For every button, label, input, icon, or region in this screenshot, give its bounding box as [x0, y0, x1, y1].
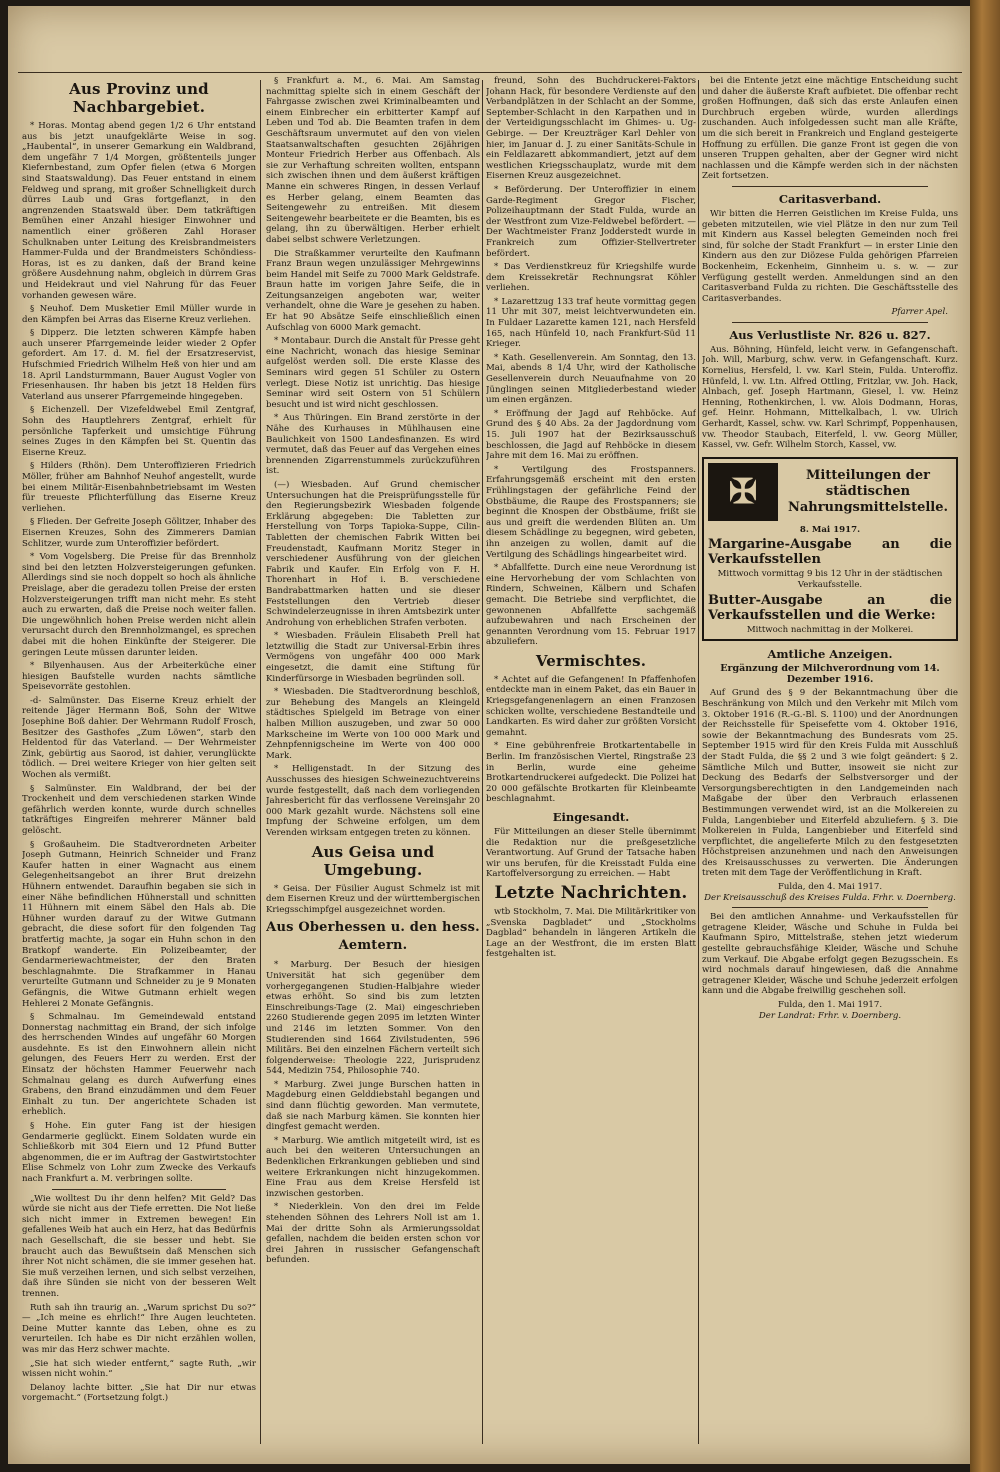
article-paragraph: Wir bitten die Herren Geistlichen im Kreise Fulda, uns gebeten mitzuteilen, wie viel Plätze in den nur zum Teil mit Kindern aus Kassel belegten Gemeinden noch frei sind, für solche der Stadt Frankfurt — in erster Linie den Kindern aus den zur Diözese Fulda gehörigen Pfarreien Bockenheim, Eckenheim, Ginnheim u. s. w. — zur Verfügung gestellt werden. Anmeldungen sind an den Caritasverband Fulda zu richten. Die Geschäftsstelle des Caritasverbandes.	[702, 208, 958, 304]
caritas-signature: Pfarrer Apel.	[891, 307, 948, 318]
article-paragraph: * Wiesbaden. Die Stadtverordnung beschloß, zur Behebung des Mangels an Kleingeld städtisches Spielgeld im Betrage von einer halben Million auszugeben, und zwar 50 000 Markscheine im Werte von 100 000 Mark und Zehnpfennigscheine im Werte von 400 000 Mark.	[266, 687, 480, 761]
notice-signature: Der Landrat: Frhr. v. Doernberg.	[758, 1010, 902, 1021]
article-paragraph: * Lazarettzug 133 traf heute vormittag gegen 11 Uhr mit 307, meist leichtverwundeten ein. In Fuldaer Lazarette kamen 121, nach Hersfeld 165, nach Hünfeld 10, nach Frankfurt-Süd 11 Krieger.	[486, 296, 696, 350]
section-heading-provinz: Aus Provinz und Nachbargebiet.	[69, 80, 209, 116]
article-paragraph: * Beförderung. Der Unteroffizier in einem Garde-Regiment Gregor Fischer, Polizeihauptmann der Stadt Fulda, wurde an der Westfront zum Vize-Feldwebel befördert. — Der Wachtmeister Franz Jodderstedt wurde in Frankreich zum Offizier-Stellvertreter befördert.	[486, 184, 696, 259]
article-paragraph: * Helligenstadt. In der Sitzung des Ausschusses des hiesigen Schweinezuchtvereins wurde festgestellt, daß nach dem vorliegenden Jahresbericht für das verflossene Vereinsjahr 20 000 Mark gezahlt wurde. Nächstens soll eine Impfung der Schweine erfolgen, um dem Verenden wirksam entgegen treten zu können.	[266, 764, 480, 838]
article-paragraph: * Marburg. Wie amtlich mitgeteilt wird, ist es auch bei den weiteren Untersuchungen an Bedenklichen Erkrankungen geblieben und sind weitere Erkrankungen nicht hinzugekommen. Eine Frau aus dem Kreise Hersfeld ist inzwischen gestorben.	[266, 1135, 480, 1199]
article-paragraph: * Geisa. Der Füsilier August Schmelz ist mit dem Eisernen Kreuz und der württembergischen Kriegsschimpfgel ausgezeichnet worden.	[266, 883, 480, 915]
article-paragraph: Auf Grund des § 9 der Bekanntmachung über die Beschränkung von Milch und den Verkehr mit Milch vom 3. Oktober 1916 (R.-G.-Bl. S. 1100) und der Anordnungen der Reichsstelle für Speisefette vom 4. Oktober 1916, sowie der Bekanntmachung des Bundesrats vom 25. September 1915 wird für den Kreis Fulda mit Ausschluß der Stadt Fulda, die §§ 2 und 3 wie folgt geändert: § 2. Sämtliche Milch und Butter, insoweit sie nicht zur Deckung des Bedarfs der Selbstversorger und der Versorgungsberechtigten in den Landgemeinden nach Maßgabe der über den Verbrauch erlassenen Bestimmungen verwendet wird, ist an die Molkereien zu Fulda, Langenbieber und Eiterfeld abzuliefern. § 3. Die Molkereien in Fulda, Langenbieber und Eiterfeld sind verpflichtet, die angelieferte Milch zu den festgesetzten Höchstpreisen anzunehmen und nach den Anweisungen des Kreisausschusses zu verwerten. Die Änderungen treten mit dem Tage der Veröffentlichung in Kraft.	[702, 688, 958, 879]
article-paragraph: * Aus Thüringen. Ein Brand zerstörte in der Nähe des Kurhauses in Mühlhausen eine Baulichkeit von 1500 Landesfinanzen. Es wird vermutet, daß das Feuer auf das Vergehen eines brennenden Zigarrenstummels zurückzuführen ist.	[266, 413, 480, 477]
margarine-time: Mittwoch vormittag 9 bis 12 Uhr in der städtischen Verkaufsstelle.	[717, 569, 943, 590]
article-paragraph: (—) Wiesbaden. Auf Grund chemischer Untersuchungen hat die Preisprüfungsstelle für den Regierungsbezirk Wiesbaden folgende Erklärung abgegeben: Die Tabletten zur Herstellung von Torps Tapioka-Suppe, Cilin-Tabletten der chemischen Fabrik Witten bei Freudenstadt, Kaufmann Moritz Steger in verschiedener Ausführung von der gleichen Fabrik und Kaufer. Ein Erfolg von F. H. Thorenhart in Hof i. B. verschiedene Bandrabattmarken hatten und sie dieser Feststellungen den Vertrieb dieser Schwindelerzeugnisse in ihren Amtsbezirk unter Androhung von erheblichen Strafen verboten.	[266, 479, 480, 628]
binding-edge	[970, 0, 1000, 1472]
article-paragraph: § Hohe. Ein guter Fang ist der hiesigen Gendarmerie geglückt. Einem Soldaten wurde ein Schließkorb mit 304 Eiern und 12 Pfund Butter abgenommen, die er im Auftrag der Gastwirtstochter Elise Schmelz von Lohr zum Zwecke des Verkaufs nach Frankfurt a. M. verbringen sollte.	[22, 1121, 256, 1184]
city-emblem-icon: ✠	[708, 463, 778, 521]
margarine-heading: Margarine-Ausgabe an die Verkaufsstellen	[708, 537, 952, 568]
column-2	[266, 76, 480, 1452]
separator	[732, 322, 928, 323]
article-paragraph: * Eine gebührenfreie Brotkartentabelle in Berlin. Im französischen Viertel, Ringstraße 23 in Berlin, wurde eine geheime Brotkartendruckerei aufgedeckt. Die Polizei hat 20 000 gefälschte Brotkarten für Kleinbeamte beschlagnahmt.	[486, 741, 696, 805]
column-4	[702, 76, 958, 1452]
column-rule	[260, 80, 261, 1444]
butter-heading: Butter-Ausgabe an die Verkaufsstellen und die Werke:	[708, 592, 952, 623]
article-paragraph: Bei den amtlichen Annahme- und Verkaufsstellen für getragene Kleider, Wäsche und Schuhe in Fulda bei Kaufmann Spiro, Mittelstraße, stehen jetzt wiederum gestellte gebrauchsfähige Kleider, Wäsche und Schuhe zum Verkauf. Die Abgabe erfolgt gegen Bezugsschein. Es wird nochmals darauf hingewiesen, daß die Annahme getragener Kleider, Wäsche und Schuhe jederzeit erfolgen kann und die Abgabe freiwillig geschehen soll.	[702, 912, 958, 997]
article-paragraph: § Hilders (Rhön). Dem Unteroffizieren Friedrich Möller, früher am Bahnhof Neuhof angestellt, wurde bei einem Militär-Eisenbahnbetriebsamt im Westen für treueste Pflichterfüllung das Eiserne Kreuz verliehen.	[22, 461, 256, 514]
ordinance-place-date: Fulda, den 4. Mai 1917.	[777, 882, 883, 893]
article-paragraph: § Schmalnau. Im Gemeindewald entstand Donnerstag nachmittag ein Brand, der sich infolge des herrschenden Windes auf ungefähr 60 Morgen ausdehnte. Es ist den Einwohnern allein nicht gelungen, des Feuers Herr zu werden. Erst der Einsatz der höchsten Hammer Feuerwehr nach Schmalnau gelang es durch Aufwerfung eines Grabens, den Brand einzudämmen und dem Feuer Einhalt zu tun. Der angerichtete Schaden ist erheblich.	[22, 1012, 256, 1118]
box-title: Mitteilungen der städtischen Nahrungsmittelstelle.	[787, 467, 949, 515]
article-paragraph: Die Straßkammer verurteilte den Kaufmann Franz Braun wegen unzulässiger Mehrgewinns beim Handel mit Seife zu 7000 Mark Geldstrafe. Braun hatte im vorigen Jahre Seife, die in Zeitungsanzeigen angeboten war, weiter verhandelt, ohne die Ware je gesehen zu haben. Er hat 90 Absätze Seife einschließlich einen Aufschlag von 6000 Mark gemacht.	[266, 248, 480, 333]
article-paragraph: * Marburg. Der Besuch der hiesigen Universität hat sich gegenüber dem vorhergegangenen Studien-Halbjahre wieder etwas erhöht. So sind bis zum letzten Einschreibungs-Tage (2. Mai) eingeschrieben 2260 Studierende gegen 2095 im letzten Winter und 2146 im letzten Sommer. Von den Studierenden sind 1664 Zivilstudenten, 596 Militärs. Bei den einzelnen Fächern verteilt sich folgenderweise: Theologie 222, Jurisprudenz 544, Medizin 754, Philosophie 740.	[266, 960, 480, 1077]
article-paragraph: * Vom Vogelsberg. Die Preise für das Brennholz sind bei den letzten Holzversteigerungen gefunken. Allerdings sind sie noch doppelt so hoch als ähnliche Preislage, aber die geradezu tollen Preise der ersten Holzversteigerungen trifft man nicht mehr. Es steht auch zu erwarten, daß die Preise noch weiter fallen. Die ungewöhnlich hohen Preise werden nicht allein verursacht durch den Brennholzmangel, es sprechen dabei mit die hohen Einkünfte der Steigerer. Die geringen Leute müssen darunter leiden.	[22, 552, 256, 658]
article-paragraph: * Marburg. Zwei junge Burschen hatten in Magdeburg einen Gelddiebstahl begangen und sind dann flüchtig geworden. Man vermutete, daß sie nach Marburg kämen. Sie konnten hier dingfest gemacht werden.	[266, 1079, 480, 1133]
article-paragraph: freund, Sohn des Buchdruckerei-Faktors Johann Hack, für besondere Verdienste auf den Verbandplätzen in der Schlacht an der Somme, September-Schlacht in den Karpathen und in der Verteidigungsschlacht im Ghimes- u. Ug-Gebirge. — Der Kreuzträger Karl Dehler von hier, im Januar d. J. zu einer Sanitäts-Schule in ein Feldlazarett abkommandiert, jetzt auf dem westlichen Kriegsschauplatz, wurde mit dem Eisernen Kreuz ausgezeichnet.	[486, 76, 696, 182]
section-heading-amtliche-anzeigen: Amtliche Anzeigen.	[767, 647, 893, 662]
novel-paragraph: „Wie wolltest Du ihr denn helfen? Mit Geld? Das würde sie nicht aus der Tiefe erretten. Die Not ließe sich nicht immer in Extremen bewegen! Ein gefallenes Weib hat auch ein Herz, hat das Bedürfnis nach Gesellschaft, die sie besser und hebt. Sie braucht auch das Bewußtsein daß Menschen sich ihrer Not nicht schämen, die sie immer gesehen hat. Sie muß verzeihen lernen, und sich selbst verzeihen, daß ihre Sünden sie nicht von der besseren Welt trennen.	[22, 1193, 256, 1299]
article-paragraph: * Horas. Montag abend gegen 1/2 6 Uhr entstand aus bis jetzt unaufgeklärte Weise in sog. „Haubental“, in unserer Gemarkung ein Waldbrand, dem ungefähr 7 1/4 Morgen, größtenteils junger Kiefernbestand, zum Opfer fielen (etwa 6 Morgen sind Staatswaldung). Das Feuer entstand in einem Feldweg und sprang, mit großer Schnelligkeit durch dürres Laub und Gras fortgeflanzt, in den angrenzenden Staatswald über. Dem tatkräftigen Bemühen einer Anzahl hiesiger Einwohner und namentlich einer größeren Zahl Horaser Schulknaben unter Leitung des Kreisbrandmeisters Hammer-Fulda und der Brandmeisters Schöndiess-Horas, ist es zu danken, daß der Brand keine größere Ausdehnung nahm, obgleich in dürrem Gras und Heidekraut und viel Nahrung für das Feuer vorhanden gewesen wäre.	[22, 121, 256, 301]
article-paragraph: § Eichenzell. Der Vizefeldwebel Emil Zentgraf, Sohn des Hauptlehrers Zentgraf, erhielt für persönliche Tapferkeit und umsichtige Führung seines Zuges in den Kämpfen bei St. Quentin das Eiserne Kreuz.	[22, 405, 256, 458]
article-paragraph: bei die Entente jetzt eine mächtige Entscheidung sucht und daher die äußerste Kraft aufbietet. Die offenbar recht großen Hoffnungen, daß sich das erste Anlaufen einen Durchbruch ergeben würde, wurden allerdings zuschanden. Auch infolgedessen sucht man alle Kräfte, um die sich bereit in Frankreich und England gesteigerte Hoffnung zu erfüllen. Die ganze Front ist gegen die von unseren Truppen gehalten, aber der Gegner wird nicht nachlassen und die Kämpfe werden sich in der nächsten Zeit fortsetzen.	[702, 76, 958, 182]
box-date: 8. Mai 1917.	[799, 524, 861, 535]
article-paragraph: wtb Stockholm, 7. Mai. Die Militärkritiker von „Svenska Dagbladet“ und „Stockholms Dagblad“ behandeln in längeren Artikeln die Lage an der Westfront, die im ersten Blatt festgehalten ist.	[486, 906, 696, 960]
section-heading-letzte-nachrichten: Letzte Nachrichten.	[494, 882, 688, 903]
ordinance-signature: Der Kreisausschuß des Kreises Fulda. Frhr. v. Doernberg.	[704, 892, 956, 903]
separator	[732, 186, 928, 187]
section-heading-caritas: Caritasverband.	[778, 191, 882, 206]
novel-paragraph: Ruth sah ihn traurig an. „Warum sprichst Du so?“ — „Ich meine es ehrlich!“ Ihre Augen leuchteten. Deine Mutter kannte das Leben, ohne es zu verurteilen. Ich habe es Dir nicht erzählen wollen, was mir das Herz schwer machte.	[22, 1302, 256, 1355]
box-header	[708, 463, 952, 521]
section-heading-eingesandt: Eingesandt.	[552, 810, 630, 824]
column-1	[22, 76, 256, 1452]
separator	[52, 1189, 226, 1190]
section-heading-vermischtes: Vermischtes.	[535, 651, 647, 670]
novel-paragraph: Delanoy lachte bitter. „Sie hat Dir nur etwas vorgemacht.“ (Fortsetzung folgt.)	[22, 1382, 256, 1404]
section-heading-oberhessen: Aus Oberhessen u. den hess. Aemtern.	[266, 920, 480, 954]
top-rule	[18, 72, 962, 73]
article-paragraph: * Vertilgung des Frostspanners. Erfahrungsgemäß erscheint mit den ersten Frühlingstagen der gefährliche Feind der Obstbäume, die Raupe des Frostspanners; sie beginnt die Knospen der Obstbäume, frißt sie aus und greift die werdenden Blüten an. Um diesem Schädlinge zu begegnen, wird gebeten, ihn anzeigen zu wollen, damit auf die Vertilgung des Schädlings hingearbeitet wird.	[486, 464, 696, 560]
section-heading-geisa: Aus Geisa und Umgebung.	[311, 842, 435, 879]
nahrungsmittel-box	[702, 457, 958, 641]
column-rule	[698, 80, 699, 1444]
newspaper-page	[8, 6, 972, 1464]
column-3	[486, 76, 696, 1452]
section-heading-verlustliste: Aus Verlustliste Nr. 826 u. 827.	[729, 327, 931, 342]
article-paragraph: § Flieden. Der Gefreite Joseph Gölitzer, Inhaber des Eisernen Kreuzes, Sohn des Zimmerers Damian Schlitzer, wurde zum Unteroffizier befördert.	[22, 517, 256, 549]
column-rule	[482, 80, 483, 1444]
article-paragraph: * Achtet auf die Gefangenen! In Pfaffenhofen entdeckte man in einem Paket, das ein Bauer in Kriegsgefangenenlagern an einen Franzosen schicken wollte, verschiedene Bestandteile und Landkarten. Es wird daher zur größten Vorsicht gemahnt.	[486, 674, 696, 738]
separator	[732, 907, 928, 908]
article-paragraph: § Großauheim. Die Stadtverordneten Arbeiter Joseph Gutmann, Heinrich Schneider und Franz Kaufer hatten in einer Wagnacht aus einem Gelegenheitsangebot an ihrer Brut dreizehn Hühnern entwendet. Daraufhin begaben sie sich in einer Nähe befindlichen Hühnerstall und schnitten 11 Hühnern mit einem Säbel den Hals ab. Die Hühner wurden darauf zu der Witwe Gutmann gebracht, die diese sofort für den folgenden Tag bratfertig machte, ja sogar ein Huhn schon in den Bratkopf wanderte. Ein Polizeibeamter, der Gendarmeriewachtmeister, der den Braten beschlagnahmte. Die Strafkammer in Hanau verurteilte Gutmann und Schneider zu je 9 Monaten Gefängnis, die Witwe Gutmann erhielt wegen Hehlerei 2 Monate Gefängnis.	[22, 839, 256, 1009]
article-paragraph: * Eröffnung der Jagd auf Rehböcke. Auf Grund des § 40 Abs. 2a der Jagdordnung vom 15. Juli 1907 hat der Bezirksausschuß beschlossen, die Jagd auf Rehböcke in diesem Jahre mit dem 16. Mai zu eröffnen.	[486, 408, 696, 462]
article-paragraph: § Dipperz. Die letzten schweren Kämpfe haben auch unserer Pfarrgemeinde leider wieder 2 Opfer gefordert. Am 17. d. M. fiel der Ersatzreservist, Hufschmied Friedrich Wilhelm Heß von hier und am 18. April Landsturmmann, Bauer August Vogler von Friesenhausen. Ihr haben bis jetzt 18 Helden fürs Vaterland aus unserer Pfarrgemeinde hingegeben.	[22, 328, 256, 402]
article-paragraph: * Montabaur. Durch die Anstalt für Presse geht eine Nachricht, wonach das hiesige Seminar aufgelöst werden soll. Die erste Klasse des Seminars wird gegen 51 Schüler zu Ostern verlegt. Diese Notiz ist unrichtig. Das hiesige Seminar wird seit Ostern von 51 Schülern besucht und ist wird nicht geschlossen.	[266, 336, 480, 410]
ordinance-title: Ergänzung der Milchverordnung vom 14. Dezember 1916.	[720, 663, 940, 685]
article-paragraph: * Bilyenhausen. Aus der Arbeiterküche einer hiesigen Baufstelle wurden nachts sämtliche Speisevorräte gestohlen.	[22, 661, 256, 693]
article-paragraph: * Wiesbaden. Fräulein Elisabeth Prell hat letztwillig die Stadt zur Universal-Erbin ihres Vermögens von ungefähr 400 000 Mark eingesetzt, die damit eine Stiftung für Kinderfürsorge in Wiesbaden begründen soll.	[266, 631, 480, 684]
article-paragraph: § Neuhof. Dem Musketier Emil Müller wurde in den Kämpfen bei Arras das Eiserne Kreuz verliehen.	[22, 304, 256, 325]
notice-place-date: Fulda, den 1. Mai 1917.	[777, 1000, 883, 1010]
article-paragraph: Für Mitteilungen an dieser Stelle übernimmt die Redaktion nur die preßgesetzliche Verantwortung. Auf Grund der Tatsache haben wir uns berufen, für die Kreisstadt Fulda eine Kartoffelversorgung zu erreichen. — Habt	[486, 827, 696, 880]
article-paragraph: § Salmünster. Ein Waldbrand, der bei der Trockenheit und dem verschiedenen starken Winde gefährlich werden konnte, wurde durch schnelles tatkräftiges Eingreifen mehrerer Männer bald gelöscht.	[22, 783, 256, 836]
article-paragraph: * Kath. Gesellenverein. Am Sonntag, den 13. Mai, abends 8 1/4 Uhr, wird der Katholische Gesellenverein durch Neuaufnahme von 20 Jünglingen seinen Mitgliederbestand wieder um einen ergänzen.	[486, 352, 696, 406]
novel-paragraph: „Sie hat sich wieder entfernt,“ sagte Ruth, „wir wissen nicht wohin.“	[22, 1358, 256, 1380]
article-paragraph: * Abfallfette. Durch eine neue Verordnung ist eine Hervorhebung der vom Schlachten von Rindern, Schweinen, Kälbern und Schafen gemacht. Die Betriebe sind verpflichtet, die gewonnenen Abfallfette sachgemäß aufzubewahren und nach Erscheinen der genannten Verordnung vom 15. Februar 1917 abzuliefern.	[486, 563, 696, 648]
article-paragraph: * Niederklein. Von den drei im Felde stehenden Söhnen des Lehrers Noll ist am 1. Mai der dritte Sohn als Armierungssoldat gefallen, nachdem die beiden ersten schon vor drei Jahren in russischer Gefangenschaft befunden.	[266, 1202, 480, 1266]
butter-time: Mittwoch nachmittag in der Molkerei.	[746, 624, 914, 635]
article-paragraph: * Das Verdienstkreuz für Kriegshilfe wurde dem Kreissekretär Rechnungsrat Köhler verliehen.	[486, 262, 696, 294]
article-paragraph: -d- Salmünster. Das Eiserne Kreuz erhielt der reitende Jäger Hermann Boß, Sohn der Witwe Josephine Boß dahier. Der Wehrmann Rudolf Frosch, Besitzer des Gasthofes „Zum Löwen“, starb den Heldentod für das Vaterland. — Der Wehrmeister Zink, gebürtig aus Saorod, ist dahier, verunglückte tödlich. — Drei weitere Krieger von hier gelten seit Wochen als vermißt.	[22, 695, 256, 781]
article-paragraph: § Frankfurt a. M., 6. Mai. Am Samstag nachmittag spielte sich in einem Geschäft der Fahrgasse zwischen zwei Kriminalbeamten und einem Einbrecher ein erbitterter Kampf auf Leben und Tod ab. Die Beamten trafen in dem Geschäftsraum unvermutet auf den von vielen Staatsanwaltschaften gesuchten 26jährigen Monteur Friedrich Herber aus Offenbach. Als sie zur Verhaftung schreiten wollten, entspann sich zwischen ihnen und dem äußerst kräftigen Manne ein schweres Ringen, in dessen Verlauf es Herber gelang, einem Beamten das Seitengewehr zu entreißen. Mit diesem Seitengewehr bearbeitete er die Beamten, bis es gelang, ihn zu überwältigen. Herber erhielt dabei selbst schwere Verletzungen.	[266, 76, 480, 245]
article-paragraph: Aus. Böhning, Hünfeld, leicht verw. in Gefangenschaft. Joh. Will, Marburg, schw. verw. in Gefangenschaft. Kurz. Kornelius, Hersfeld, l. vw. Karl Stein, Fulda. Unteroffiz. Hünfeld, l. vw. Ltn. Alfred Ottling, Fritzlar, vw. Joh. Hack, Alnbach, gef. Joseph Hartmann, Giesel, l. vw. Heinz Henning, Rothenkirchen, l. vw. Alois Dodmann, Horas, gef. Heinr. Hohmann, Mittelkalbach, l. vw. Ulrich Gerhardt, Kassel, schw. vw. Karl Schrimpf, Poppenhausen, vw. Theodor Staubach, Eiterfeld, l. vw. Georg Müller, Kassel, vw. Gefr. Wilhelm Storch, Kassel, vw.	[702, 344, 958, 451]
